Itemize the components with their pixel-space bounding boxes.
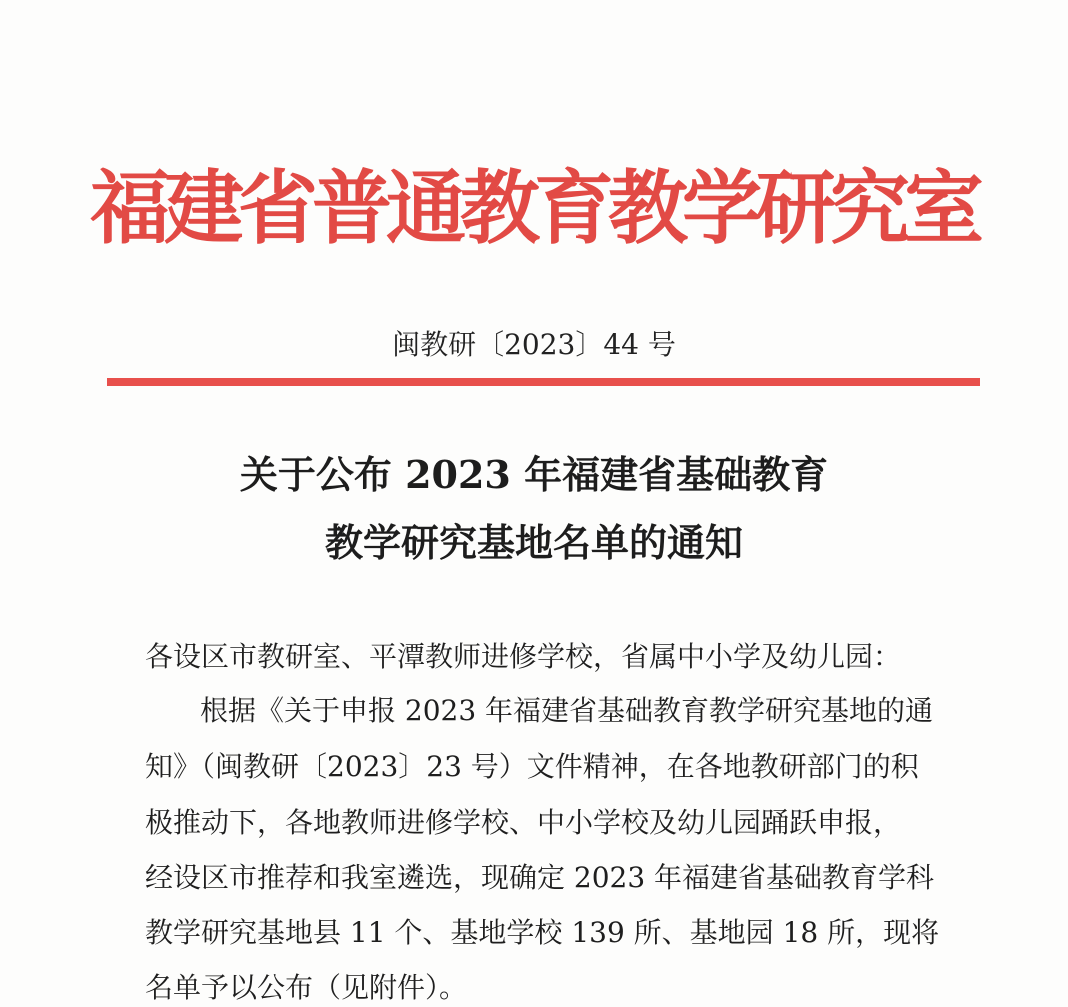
body-line-2: 知》（闽教研〔2023〕23 号）文件精神，在各地教研部门的积	[145, 750, 919, 783]
red-divider-rule	[107, 378, 980, 386]
body-line-3: 极推动下，各地教师进修学校、中小学校及幼儿园踊跃申报，	[145, 806, 902, 839]
masthead-title: 福建省普通教育教学研究室	[90, 161, 978, 255]
body-line-5: 教学研究基地县 11 个、基地学校 139 所、基地园 18 所，现将	[145, 916, 940, 949]
body-line-6: 名单予以公布（见附件）。	[145, 971, 468, 1004]
salutation: 各设区市教研室、平潭教师进修学校，省属中小学及幼儿园：	[145, 640, 902, 673]
body-line-1: 根据《关于申报 2023 年福建省基础教育教学研究基地的通	[200, 694, 934, 727]
document-number: 闽教研〔2023〕44 号	[392, 328, 676, 361]
body-line-4: 经设区市推荐和我室遴选，现确定 2023 年福建省基础教育学科	[145, 861, 935, 894]
notice-title-line-2: 教学研究基地名单的通知	[324, 520, 743, 565]
notice-title-line-1: 关于公布 2023 年福建省基础教育	[239, 452, 829, 497]
